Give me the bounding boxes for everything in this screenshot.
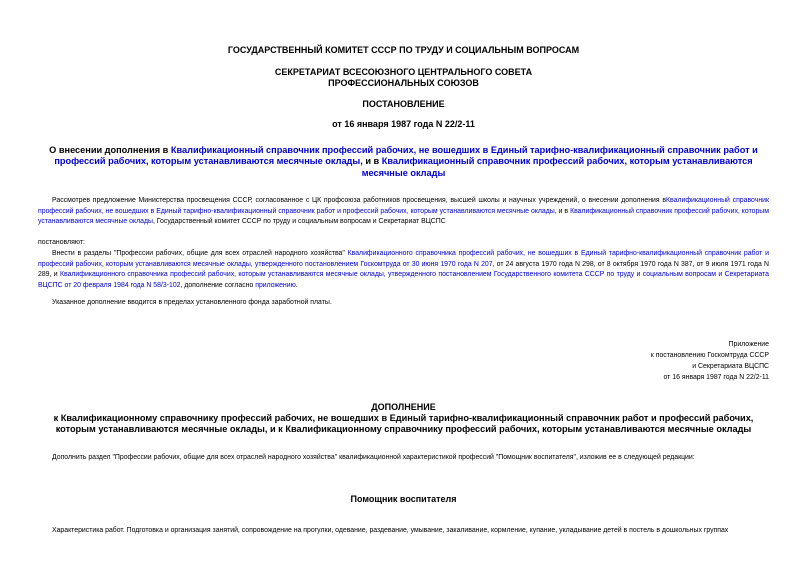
- title-link-handbook-1[interactable]: Квалификационный справочник профессий рабочих, не вошедших в Единый тарифно-квалификационный справочник работ и профессий рабочих, которым устанавливаются месячные оклады: [54, 145, 758, 167]
- body-text-2: , от 24 августа 1970 года N 298, от 8 октября 1970 года N 387, от 9 июля 1971 года N 289, и: [38, 260, 769, 278]
- issuer-line-2: СЕКРЕТАРИАТ ВСЕСОЮЗНОГО ЦЕНТРАЛЬНОГО СОВЕТА: [274, 67, 533, 77]
- body-text-3: , дополнение согласно: [180, 281, 256, 289]
- appendix-date: от 16 января 1987 года N 22/2-11: [663, 374, 769, 381]
- addendum-heading: ДОПОЛНЕНИЕ: [371, 402, 436, 412]
- profession-characteristic: Характеристика работ. Подготовка и организация занятий, сопровождение на прогулки, одевание, раздевание, умывание, закаливание, кормление, купание, укладывание детей в постель в дошкольных группах: [52, 527, 729, 534]
- addendum-text: Дополнить раздел "Профессии рабочих, общие для всех отраслей народного хозяйства" квалификационной характеристикой профессий "Помощник воспитателя", изложив ее в следующей редакции:: [52, 454, 695, 461]
- title-text-2: , и в: [360, 156, 382, 167]
- body-link-handbook-2[interactable]: Квалификационного справочника профессий рабочих, которым устанавливаются месячные оклады, утвержденного постановлением Государственного комитета СССР по труду и социальным вопросам и Секретариата ВЦСПС от 20 февраля 1984 года N 58/3-102: [38, 271, 770, 289]
- title-link-handbook-2[interactable]: Квалификационный справочник профессий рабочих, которым устанавливаются месячные оклады: [361, 156, 753, 178]
- body-text-4: .: [295, 281, 298, 289]
- document-type: ПОСТАНОВЛЕНИЕ: [362, 99, 445, 109]
- appendix-ref-1: к постановлению Госкомтруда СССР: [650, 352, 769, 359]
- body-link-appendix[interactable]: приложению: [255, 281, 296, 289]
- issuer-line-3: ПРОФЕССИОНАЛЬНЫХ СОЮЗОВ: [328, 78, 479, 88]
- note-paragraph: Указанное дополнение вводится в пределах установленного фонда заработной платы.: [52, 299, 332, 306]
- intro-link-handbook-1[interactable]: Квалификационный справочник профессий рабочих, не вошедших в Единый тарифно-квалификационный справочник работ и профессий рабочих, которым устанавливаются месячные оклады: [38, 197, 769, 215]
- body-link-handbook-1[interactable]: Квалификационного справочника профессий рабочих, не вошедших в Единый тарифно-квалификационный справочник работ и профессий рабочих, которым устанавливаются месячные оклады, утвержденного постановлением Госкомтруда от 30 июня 1970 года N 207: [38, 250, 769, 268]
- issuer-line-1: ГОСУДАРСТВЕННЫЙ КОМИТЕТ СССР ПО ТРУДУ И СОЦИАЛЬНЫМ ВОПРОСАМ: [227, 45, 580, 55]
- document-date-number: от 16 января 1987 года N 22/2-11: [332, 119, 475, 129]
- profession-title: Помощник воспитателя: [350, 494, 457, 504]
- intro-text-2: , и в: [554, 207, 571, 215]
- appendix-ref-2: и Секретариата ВЦСПС: [692, 363, 769, 370]
- intro-link-handbook-2[interactable]: Квалификационный справочник профессий рабочих, которым устанавливаются месячные оклады: [38, 207, 769, 225]
- document-title: [38, 145, 769, 179]
- resolve-label: постановляют:: [38, 239, 85, 246]
- body-text-1: Внести в разделы "Профессии рабочих, общие для всех отраслей народного хозяйства": [52, 250, 348, 257]
- title-text-1: О внесении дополнения в: [49, 145, 171, 155]
- body-paragraph: [38, 249, 769, 291]
- intro-text-3: , Государственный комитет СССР по труду и социальным вопросам и Секретариат ВЦСПС: [152, 218, 446, 225]
- appendix-label: Приложение: [728, 341, 769, 348]
- intro-text-1: Рассмотрев предложение Министерства просвещения СССР, согласованное с ЦК профсоюза работников просвещения, высшей школы и научных учреждений, о внесении дополнения в: [52, 197, 667, 204]
- addendum-subtitle: к Квалификационному справочнику профессий рабочих, не вошедших в Единый тарифно-квалификационный справочник работ и профессий рабочих, которым устанавливаются месячные оклады, и к Квалификационному справочнику профессий рабочих, которым устанавливаются месячные оклады: [53, 413, 754, 435]
- intro-paragraph: [38, 196, 769, 228]
